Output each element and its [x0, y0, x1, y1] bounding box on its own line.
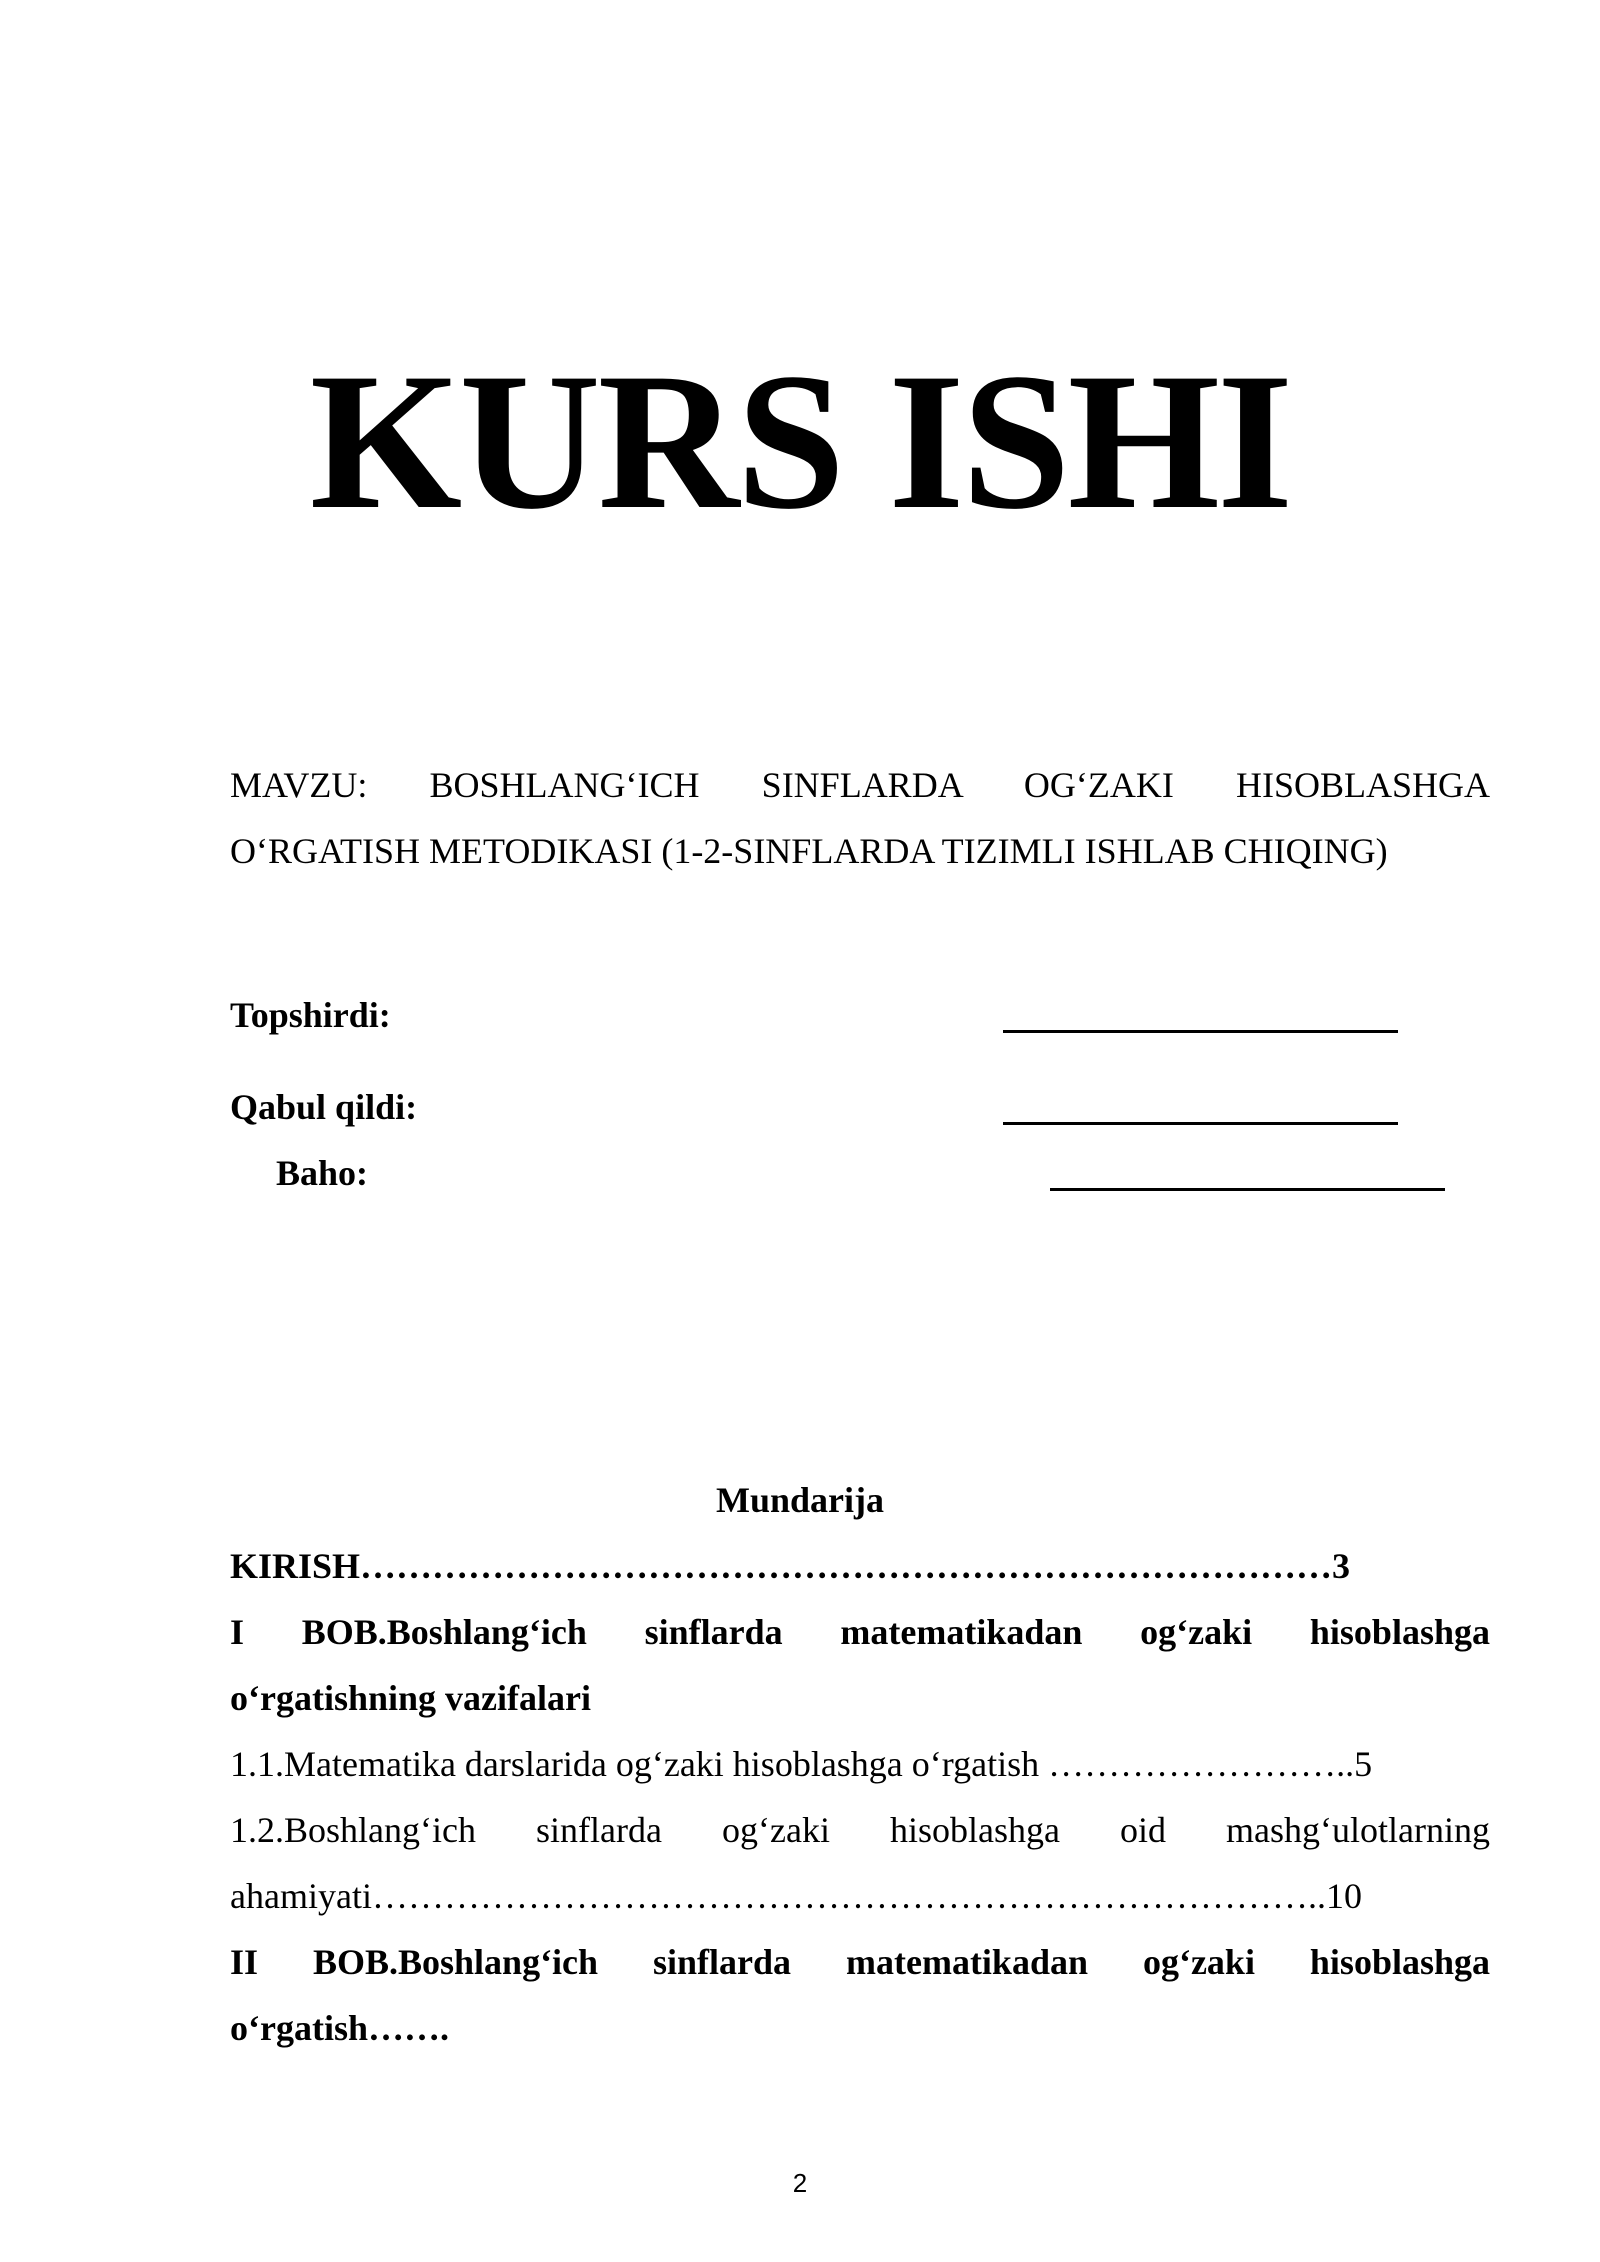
toc-section-1-2-line-2: ahamiyati……………………………………………………………………..10 [230, 1876, 1362, 1916]
topic-line-1: MAVZU: BOSHLANG‘ICH SINFLARDA OG‘ZAKI HISOBLASHGA [230, 765, 1490, 805]
toc-section-1-1: 1.1.Matematika darslarida og‘zaki hisoblashga o‘rgatish ……………………..5 [230, 1744, 1373, 1784]
submitted-signature-line [1003, 1030, 1398, 1033]
toc-intro: KIRISH………………………………………………………………………3 [230, 1546, 1351, 1586]
toc-heading: Mundarija [715, 1480, 884, 1520]
toc-chapter-1-line-1: I BOB.Boshlang‘ich sinflarda matematikadan og‘zaki hisoblashga [230, 1612, 1490, 1652]
toc-chapter-2-line-2: o‘rgatish……. [230, 2008, 449, 2048]
accepted-signature-line [1003, 1122, 1398, 1125]
grade-label: Baho: [276, 1153, 369, 1193]
topic-line-2: O‘RGATISH METODIKASI (1-2-SINFLARDA TIZIMLI ISHLAB CHIQING) [230, 831, 1388, 871]
toc-section-1-2-line-1: 1.2.Boshlang‘ich sinflarda og‘zaki hisoblashga oid mashg‘ulotlarning [230, 1810, 1490, 1850]
grade-signature-line [1050, 1188, 1445, 1191]
accepted-label: Qabul qildi: [230, 1087, 418, 1127]
submitted-label: Topshirdi: [230, 995, 391, 1035]
page-number: 2 [792, 2168, 808, 2198]
toc-chapter-1-line-2: o‘rgatishning vazifalari [230, 1678, 591, 1718]
document-title: KURS ISHI [309, 333, 1291, 550]
toc-chapter-2-line-1: II BOB.Boshlang‘ich sinflarda matematikadan og‘zaki hisoblashga [230, 1942, 1490, 1982]
